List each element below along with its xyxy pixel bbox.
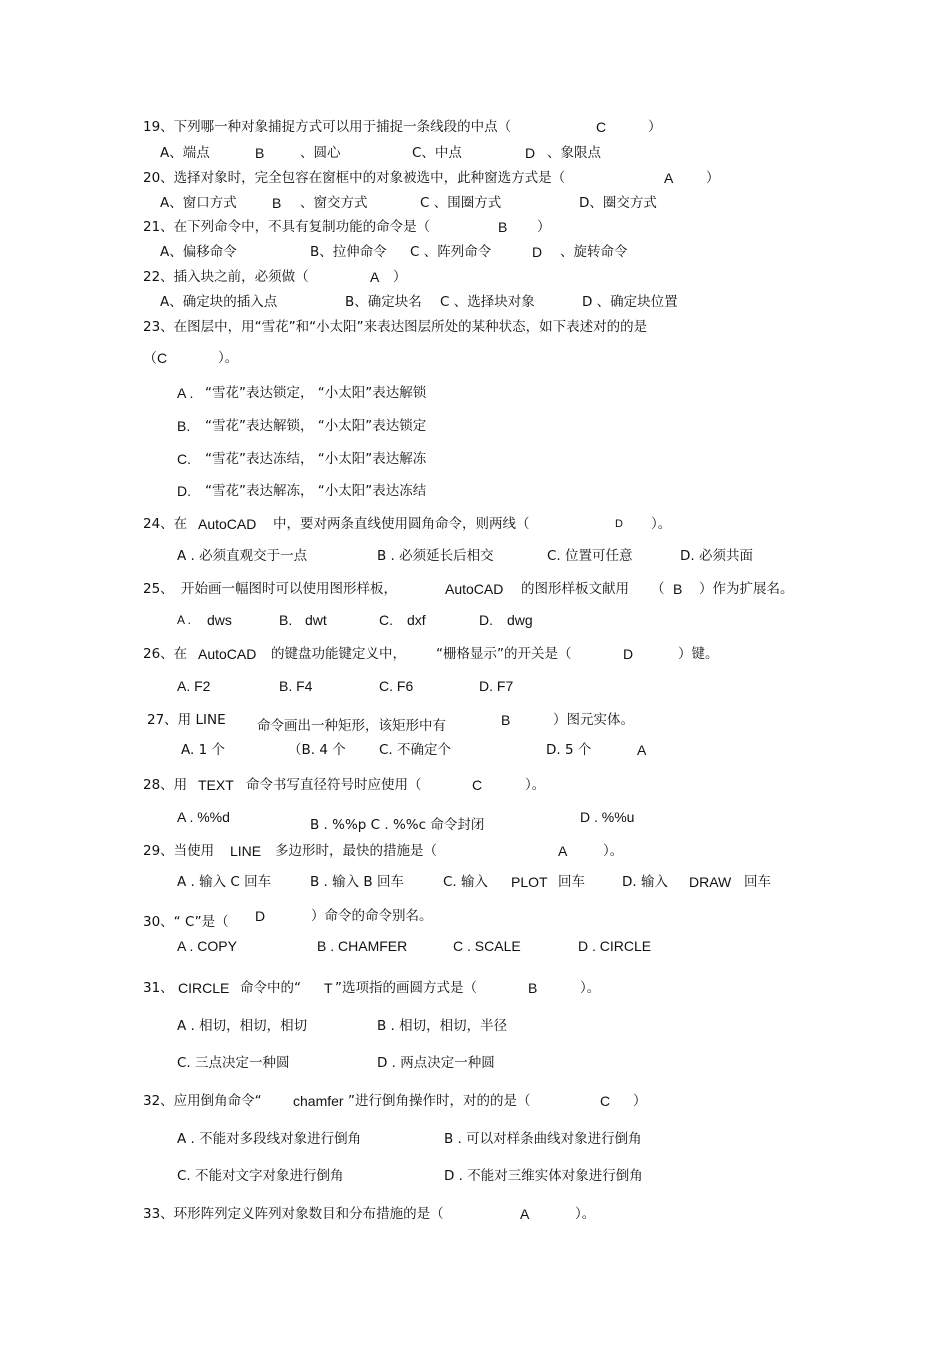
option-c: C 、选择块对象 [440, 294, 535, 310]
paren-close: ）图元实体。 [553, 712, 634, 728]
option-c: C. 不确定个 [379, 742, 452, 758]
option-d: D . CIRCLE [578, 938, 652, 954]
option-b-key: B [255, 145, 265, 161]
answer: （C [143, 350, 168, 366]
option-key: C. [177, 451, 191, 467]
option-a: A . 不能对多段线对象进行倒角 [177, 1131, 362, 1147]
option-c: C 、阵列命令 [410, 244, 492, 260]
answer: B [528, 980, 538, 996]
paren-close: ）。 [575, 1206, 596, 1222]
paren-close: ） [633, 1093, 647, 1109]
answer: A [664, 170, 674, 186]
option-d: D . 两点决定一种圆 [377, 1055, 495, 1071]
option-d-key: D. [479, 612, 493, 628]
option-d: D. 5 个 [546, 742, 592, 758]
option-key: A . [177, 385, 194, 401]
answer: C [472, 777, 483, 793]
question-number: 30、“ C”是（ [143, 914, 229, 930]
keyword: chamfer [293, 1093, 344, 1109]
option-d: D. 输入 [622, 874, 668, 890]
option-a: A . COPY [177, 938, 237, 954]
option-c-suffix: 回车 [558, 874, 585, 890]
answer: C [596, 119, 607, 135]
question-text: 的键盘功能键定义中， [271, 646, 406, 662]
option-b-key: B. [279, 612, 293, 628]
option-b: B . CHAMFER [317, 938, 408, 954]
question-number: 28、用 [143, 777, 188, 793]
paren-close: ）作为扩展名。 [699, 581, 794, 597]
option-d: D. 必须共面 [680, 548, 753, 564]
option-d: 、旋转命令 [560, 244, 628, 260]
keyword: AutoCAD [445, 581, 504, 597]
keyword: LINE [230, 843, 262, 859]
option-b: B . 必须延长后相交 [377, 548, 494, 564]
paren-close: ） [706, 170, 720, 186]
paren-close: ） [393, 269, 407, 285]
paren-open: （ [651, 581, 665, 597]
option-b: 、圆心 [300, 145, 341, 161]
option-b: B、拉伸命令 [310, 244, 387, 260]
option-d: D . 不能对三维实体对象进行倒角 [444, 1168, 643, 1184]
keyword: AutoCAD [198, 516, 257, 532]
question-number: 26、在 [143, 646, 188, 662]
option-b: B . 相切，相切，半径 [377, 1018, 508, 1034]
question-number: 25、 [143, 581, 174, 597]
question-text: 中，要对两条直线使用圆角命令，则两线（ [273, 516, 530, 532]
option-d-key: D [525, 145, 536, 161]
option-a: dws [207, 612, 232, 628]
question-number: 24、在 [143, 516, 188, 532]
answer: C [600, 1093, 611, 1109]
option-c: C. 三点决定一种圆 [177, 1055, 290, 1071]
option-c: C . SCALE [453, 938, 521, 954]
option-c-keyword: PLOT [511, 874, 548, 890]
option-a: A . %%d [177, 809, 230, 825]
question-text: 多边形时，最快的措施是（ [275, 843, 437, 859]
option-d: D、圈交方式 [579, 195, 657, 211]
option-a: A . 输入 C 回车 [177, 874, 272, 890]
option-d-key: D [532, 244, 543, 260]
paren-close: ） [537, 219, 551, 235]
option-b: 、窗交方式 [300, 195, 368, 211]
question-text: ”进行倒角操作时，对的的是（ [348, 1093, 531, 1109]
question-number: 29、当使用 [143, 843, 215, 859]
option-a: A . 相切，相切，相切 [177, 1018, 308, 1034]
question-text-2: 的图形样板文献用 [521, 581, 629, 597]
option-b: dwt [305, 612, 327, 628]
question-number: 32、应用倒角命令“ [143, 1093, 262, 1109]
option-a: A. 1 个 [181, 742, 225, 758]
option-d: dwg [507, 612, 533, 628]
paren-close: ）。 [218, 350, 239, 366]
question-text: 命令书写直径符号时应使用（ [246, 777, 422, 793]
option-c: C. 位置可任意 [547, 548, 633, 564]
option-b: B . 输入 B 回车 [310, 874, 404, 890]
question-text: 21、在下列命令中，不具有复制功能的命令是（ [143, 219, 431, 235]
option-d: 、象限点 [547, 145, 601, 161]
paren-close: ）。 [525, 777, 546, 793]
option-b-key: B [272, 195, 282, 211]
option-d: D . %%u [580, 809, 635, 825]
option-a: A、偏移命令 [160, 244, 237, 260]
answer: A [520, 1206, 530, 1222]
keyword: TEXT [198, 777, 234, 793]
question-number: 31、 [143, 980, 174, 996]
option-a-key: A . [177, 613, 192, 627]
question-text: 19、下列哪一种对象捕捉方式可以用于捕捉一条线段的中点（ [143, 119, 512, 135]
paren-close: ） [648, 119, 662, 135]
paren-close: ）。 [603, 843, 624, 859]
option-d: D. F7 [479, 678, 514, 694]
answer: B [673, 581, 683, 597]
stray-answer-mark: A [637, 742, 647, 758]
option-c: C. 不能对文字对象进行倒角 [177, 1168, 344, 1184]
option-b: B. F4 [279, 678, 313, 694]
option-a: A、窗口方式 [160, 195, 237, 211]
answer: A [370, 269, 380, 285]
question-text: 命令画出一种矩形，该矩形中有 [257, 718, 446, 734]
question-text: 33、环形阵列定义阵列对象数目和分布措施的是（ [143, 1206, 444, 1222]
option-c: C. F6 [379, 678, 414, 694]
option-c: C 、围圈方式 [420, 195, 502, 211]
option-c-key: C. [379, 612, 393, 628]
keyword: AutoCAD [198, 646, 257, 662]
option-text: “雪花”表达解锁， “小太阳”表达锁定 [205, 418, 427, 434]
keyword: CIRCLE [178, 980, 230, 996]
question-text: ）命令的命令别名。 [311, 908, 433, 924]
question-text: 23、在图层中，用“雪花”和“小太阳”来表达图层所处的某种状态，如下表述对的的是 [143, 319, 648, 335]
option-a: A、端点 [160, 145, 210, 161]
question-text: 20、选择对象时，完全包容在窗框中的对象被选中，此种窗选方式是（ [143, 170, 566, 186]
keyword-2: T [324, 980, 333, 996]
answer: D [255, 908, 266, 924]
option-a: A . 必须直观交于一点 [177, 548, 308, 564]
option-c: C. 输入 [443, 874, 489, 890]
option-key: D. [177, 483, 191, 499]
option-text: “雪花”表达解冻， “小太阳”表达冻结 [205, 483, 427, 499]
answer: B [498, 219, 508, 235]
option-a: A. F2 [177, 678, 211, 694]
question-number: 27、用 LINE [147, 712, 226, 728]
paren-close: ）键。 [678, 646, 719, 662]
option-b-c: B . %%p C . %%c 命令封闭 [310, 817, 485, 833]
question-text: 22、插入块之前，必须做（ [143, 269, 309, 285]
paren-close: ）。 [580, 980, 601, 996]
option-b: B . 可以对样条曲线对象进行倒角 [444, 1131, 642, 1147]
option-text: “雪花”表达冻结， “小太阳”表达解冻 [205, 451, 427, 467]
option-b: （B. 4 个 [288, 742, 346, 758]
question-text-2: ”选项指的画圆方式是（ [335, 980, 477, 996]
answer: B [501, 712, 511, 728]
option-a: A、确定块的插入点 [160, 294, 278, 310]
answer: D [623, 646, 634, 662]
question-text: 命令中的“ [240, 980, 301, 996]
option-key: B. [177, 418, 191, 434]
question-text: 开始画一幅图时可以使用图形样板， [181, 581, 397, 597]
question-text-2: “栅格显示”的开关是（ [436, 646, 572, 662]
paren-close: ）。 [651, 516, 672, 532]
option-text: “雪花”表达锁定， “小太阳”表达解锁 [205, 385, 427, 401]
answer: D [615, 518, 623, 530]
option-b: B、确定块名 [345, 294, 422, 310]
option-d-suffix: 回车 [744, 874, 771, 890]
option-c: C、中点 [412, 145, 462, 161]
answer: A [558, 843, 568, 859]
option-d-keyword: DRAW [689, 874, 732, 890]
option-d: D 、确定块位置 [582, 294, 678, 310]
option-c: dxf [407, 612, 426, 628]
